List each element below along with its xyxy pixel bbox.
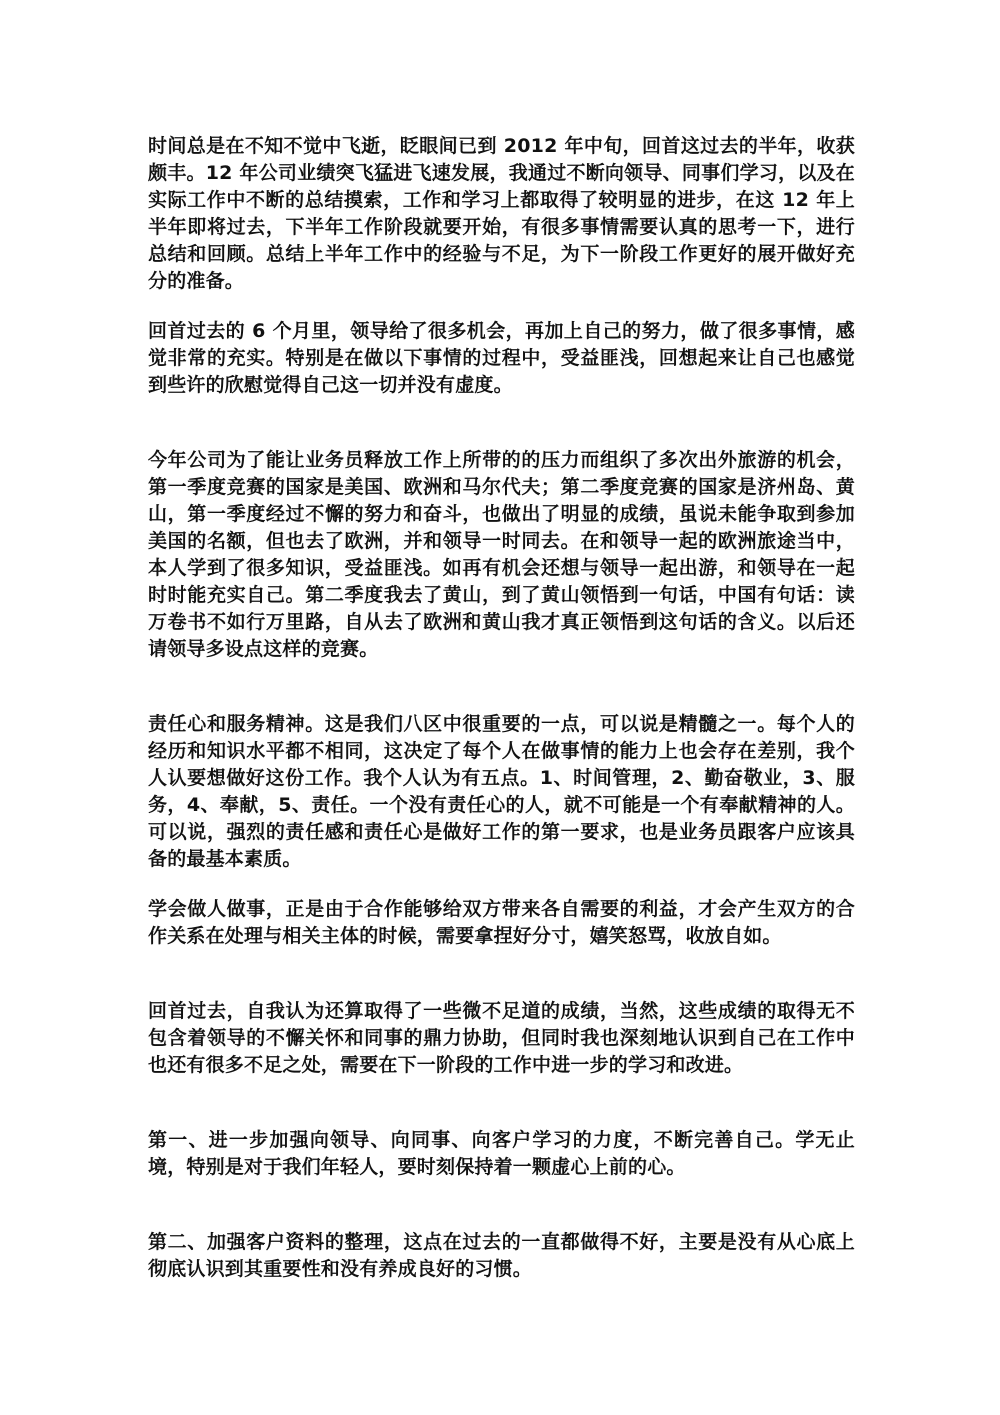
paragraph-self-review: 回首过去，自我认为还算取得了一些微不足道的成绩，当然，这些成绩的取得无不包含着领导的不懈关怀和同事的鼎力协助，但同时我也深刻地认识到自己在工作中也还有很多不足之处，需要在下一阶段的工作中进一步的学习和改进。 bbox=[148, 1000, 855, 1076]
paragraph-cooperation: 学会做人做事，正是由于合作能够给双方带来各自需要的利益，才会产生双方的合作关系在处理与相关主体的时候，需要拿捏好分寸，嬉笑怒骂，收放自如。 bbox=[148, 898, 855, 947]
paragraph-point-two: 第二、加强客户资料的整理，这点在过去的一直都做得不好，主要是没有从心底上彻底认识到其重要性和没有养成良好的习惯。 bbox=[148, 1231, 855, 1280]
paragraph-company-travel-contest: 今年公司为了能让业务员释放工作上所带的的压力而组织了多次出外旅游的机会，第一季度竞赛的国家是美国、欧洲和马尔代夫；第二季度竞赛的国家是济州岛、黄山，第一季度经过不懈的努力和奋斗，也做出了明显的成绩，虽说未能争取到参加美国的名额，但也去了欧洲，并和领导一时同去。在和领导一起的欧洲旅途当中，本人学到了很多知识，受益匪浅。如再有机会还想与领导一起出游，和领导在一起时时能充实自己。第二季度我去了黄山，到了黄山领悟到一句话，中国有句话：读万卷书不如行万里路，自从去了欧洲和黄山我才真正领悟到这句话的含义。以后还请领导多设点这样的竞赛。 bbox=[148, 449, 855, 660]
paragraph-past-six-months: 回首过去的 6 个月里，领导给了很多机会，再加上自己的努力，做了很多事情，感觉非常的充实。特别是在做以下事情的过程中，受益匪浅，回想起来让自己也感觉到些许的欣慰觉得自己这一切并没有虚度。 bbox=[148, 320, 855, 396]
paragraph-point-one: 第一、进一步加强向领导、向同事、向客户学习的力度，不断完善自己。学无止境，特别是对于我们年轻人，要时刻保持着一颗虚心上前的心。 bbox=[148, 1129, 855, 1178]
paragraph-time-flies-intro: 时间总是在不知不觉中飞逝，眨眼间已到 2012 年中旬，回首这过去的半年，收获颇丰。12 年公司业绩突飞猛进飞速发展，我通过不断向领导、同事们学习，以及在实际工作中不断的总结摸索，工作和学习上都取得了较明显的进步，在这 12 年上半年即将过去，下半年工作阶段就要开始，有很多事情需要认真的思考一下，进行总结和回顾。总结上半年工作中的经验与不足，为下一阶段工作更好的展开做好充分的准备。 bbox=[148, 135, 855, 292]
paragraph-responsibility-service: 责任心和服务精神。这是我们八区中很重要的一点，可以说是精髓之一。每个人的经历和知识水平都不相同，这决定了每个人在做事情的能力上也会存在差别，我个人认要想做好这份工作。我个人认为有五点。1、时间管理，2、勤奋敬业，3、服务，4、奉献，5、责任。一个没有责任心的人，就不可能是一个有奉献精神的人。可以说，强烈的责任感和责任心是做好工作的第一要求，也是业务员跟客户应该具备的最基本素质。 bbox=[148, 713, 855, 870]
